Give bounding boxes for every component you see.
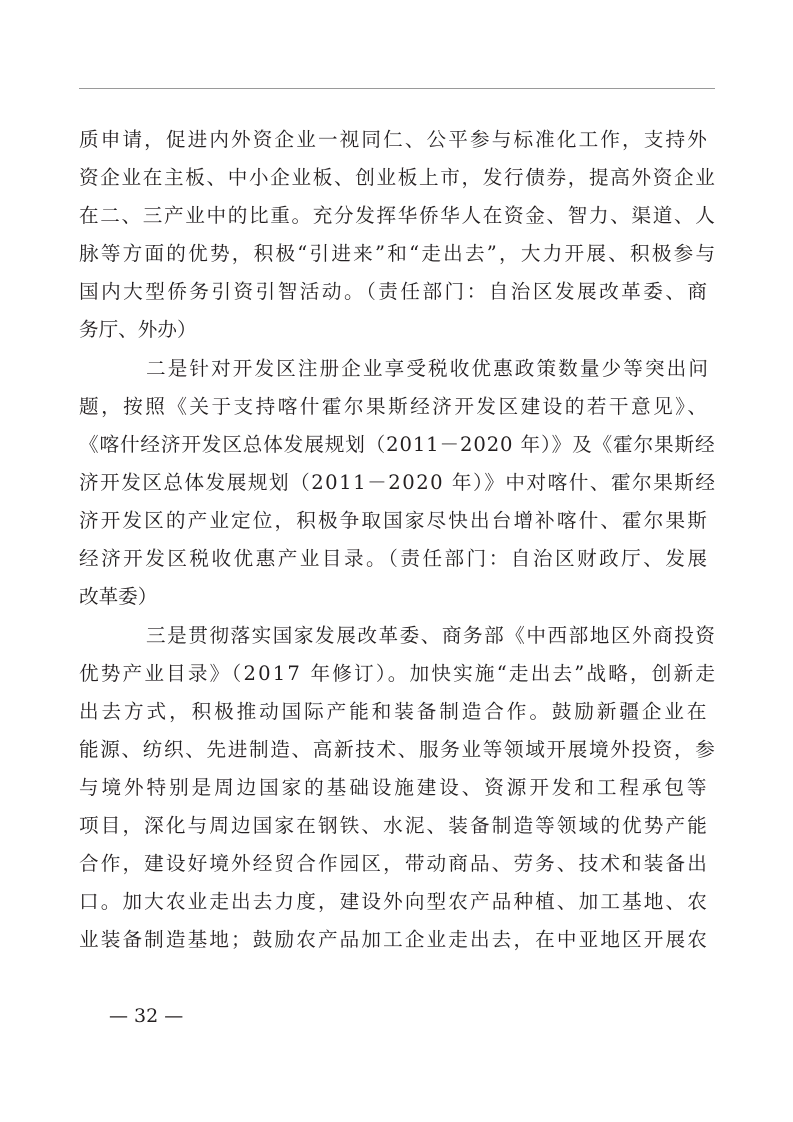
text-line: 合作，建设好境外经贸合作园区，带动商品、劳务、技术和装备出: [79, 852, 709, 875]
header-rule: [79, 88, 715, 89]
text-line: 能源、纺织、先进制造、高新技术、服务业等领域开展境外投资，参: [79, 738, 717, 761]
text-line: 业装备制造基地；鼓励农产品加工企业走出去，在中亚地区开展农: [79, 928, 709, 951]
paragraph-first-line: 三是贯彻落实国家发展改革委、商务部《中西部地区外商投资: [146, 624, 717, 647]
text-line: 经济开发区税收优惠产业目录。（责任部门：自治区财政厅、发展: [79, 547, 710, 570]
text-line: 脉等方面的优势，积极“引进来”和“走出去”，大力开展、积极参与: [79, 242, 718, 265]
text-line: 济开发区总体发展规划（2011－2020 年）》中对喀什、霍尔果斯经: [79, 471, 717, 494]
text-line: 优势产业目录》（2017 年修订）。加快实施“走出去”战略，创新走: [79, 662, 718, 685]
text-line: 题，按照《关于支持喀什霍尔果斯经济开发区建设的若干意见》、: [79, 395, 710, 418]
text-line: 在二、三产业中的比重。充分发挥华侨华人在资金、智力、渠道、人: [79, 204, 717, 227]
text-line: 国内大型侨务引资引智活动。（责任部门：自治区发展改革委、商: [79, 280, 710, 303]
text-line: 与境外特别是周边国家的基础设施建设、资源开发和工程承包等: [79, 776, 710, 799]
text-line: 出去方式，积极推动国际产能和装备制造合作。鼓励新疆企业在: [79, 700, 710, 723]
page-number: — 32 —: [109, 1005, 184, 1027]
text-line: 口。加大农业走出去力度，建设外向型农产品种植、加工基地、农: [79, 890, 709, 913]
text-line: 项目，深化与周边国家在钢铁、水泥、装备制造等领域的优势产能: [79, 814, 709, 837]
text-line: 改革委）: [79, 585, 158, 608]
text-line: 质申请，促进内外资企业一视同仁、公平参与标准化工作，支持外: [79, 128, 709, 151]
text-line: 务厅、外办）: [79, 318, 197, 341]
text-line: 济开发区的产业定位，积极争取国家尽快出台增补喀什、霍尔果斯: [79, 509, 709, 532]
paragraph-first-line: 二是针对开发区注册企业享受税收优惠政策数量少等突出问: [146, 357, 711, 380]
text-line: 《喀什经济开发区总体发展规划（2011－2020 年）》及《霍尔果斯经: [79, 433, 716, 456]
text-line: 资企业在主板、中小企业板、创业板上市，发行债券，提高外资企业: [79, 166, 717, 189]
